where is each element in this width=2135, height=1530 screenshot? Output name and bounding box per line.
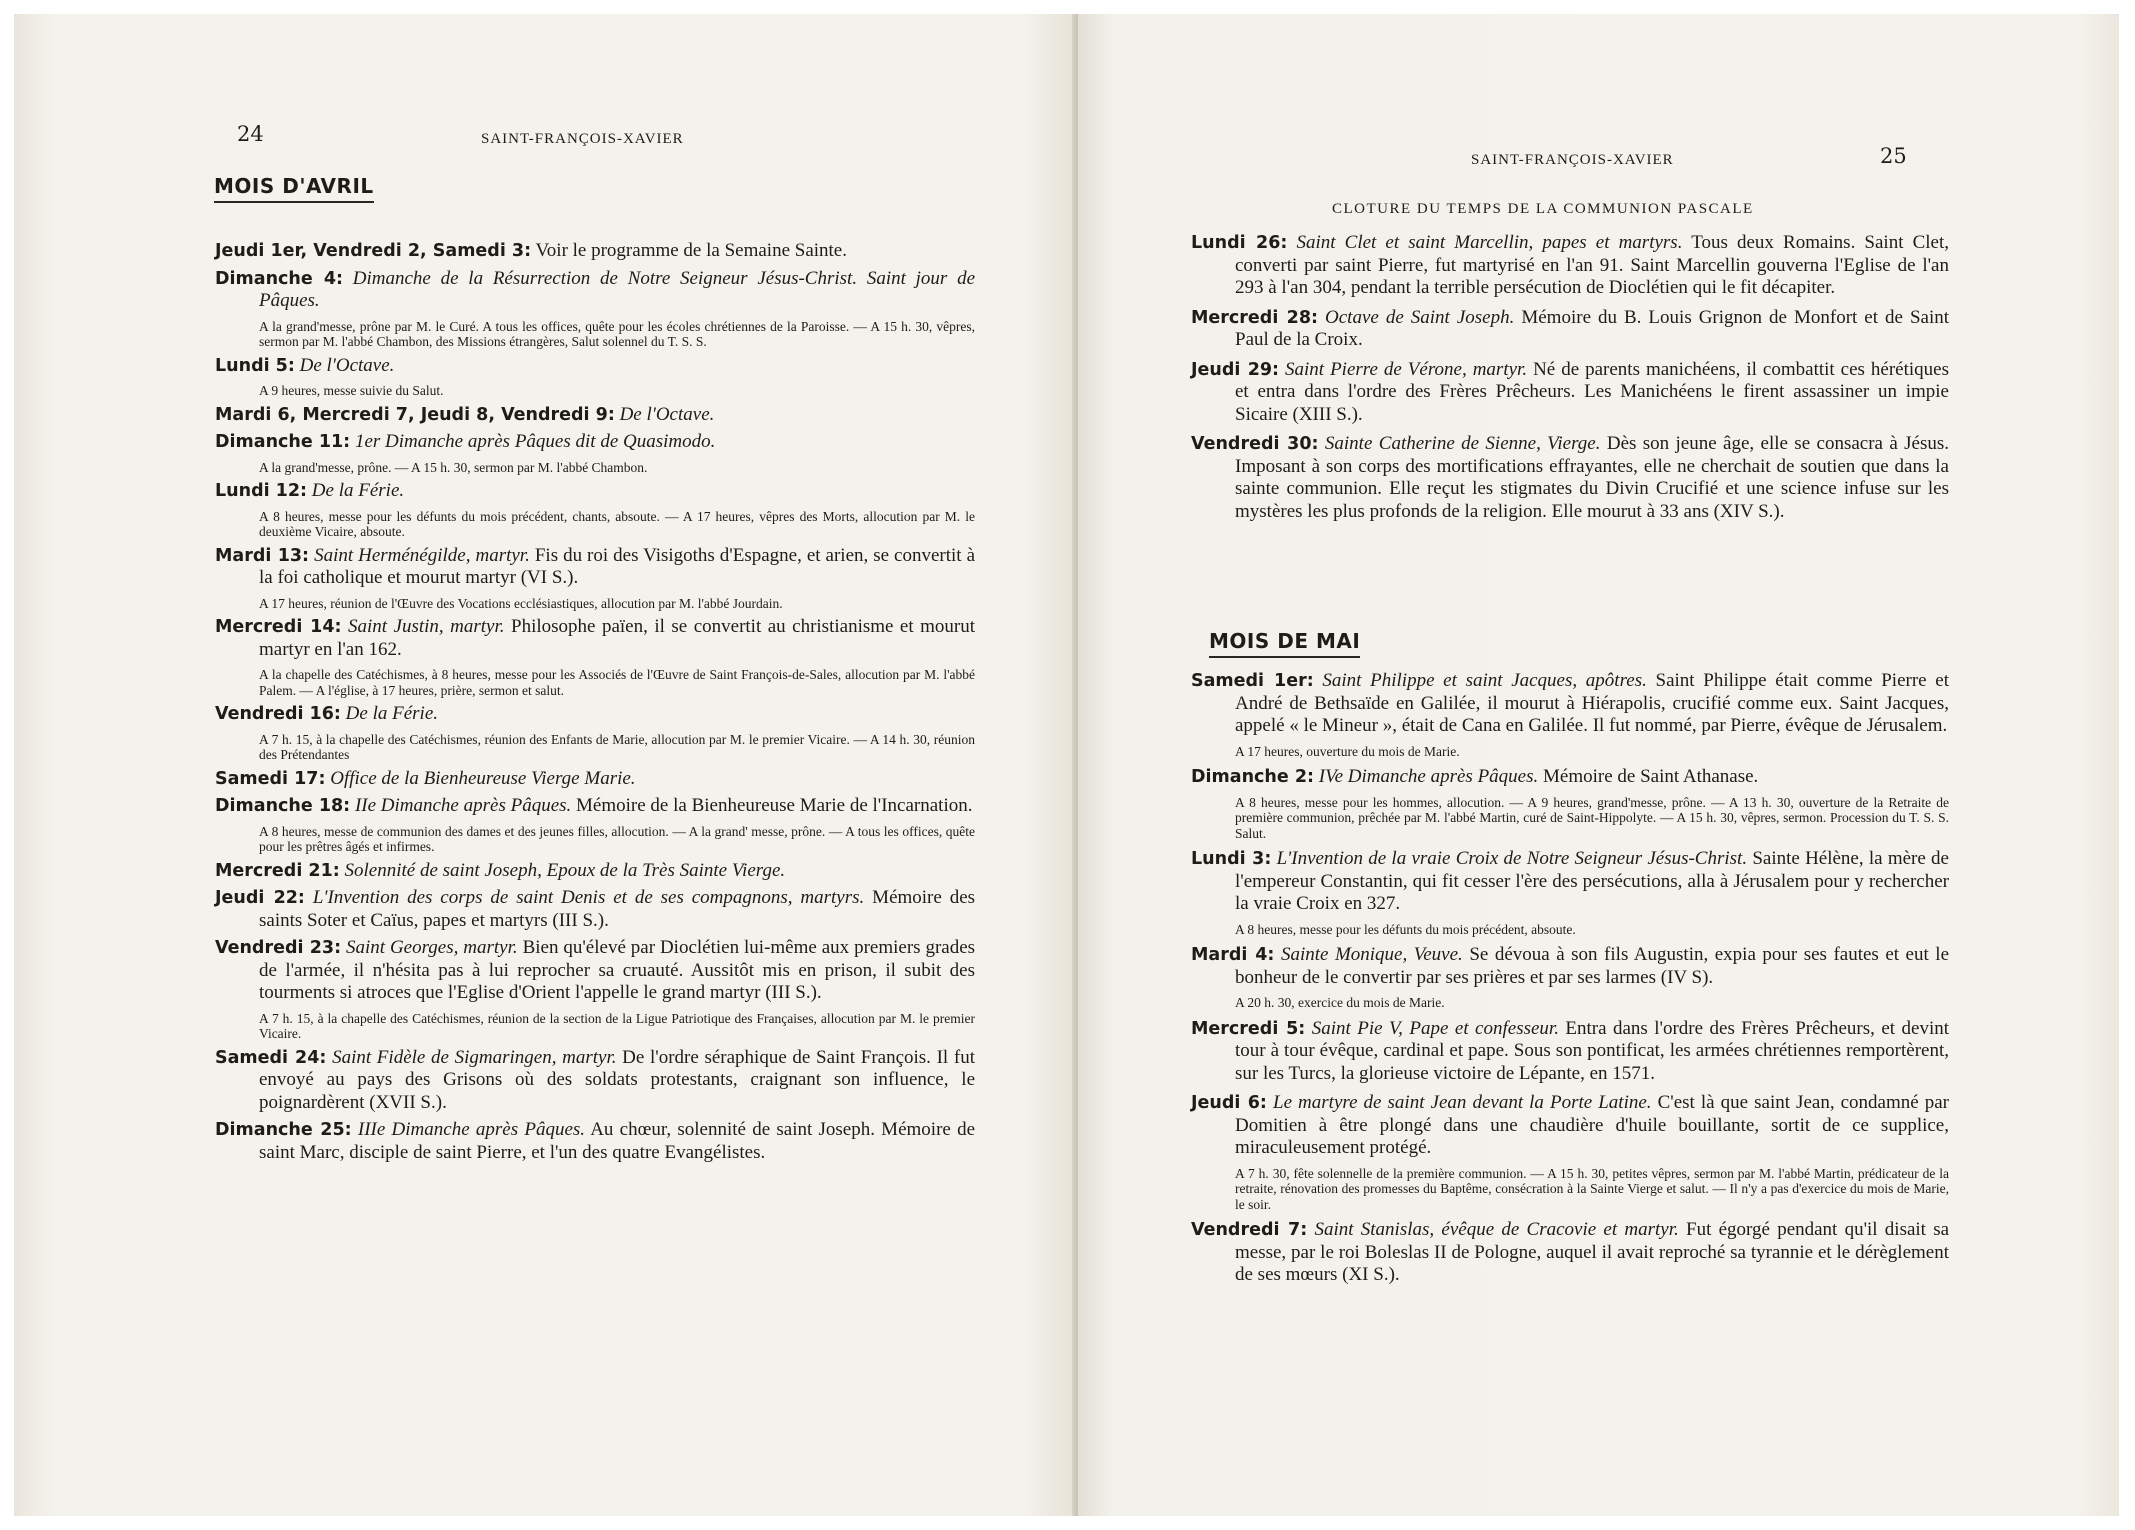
entry-day: Mardi 6, Mercredi 7, Jeudi 8, Vendredi 9: bbox=[215, 404, 615, 425]
entry-day: Jeudi 6: bbox=[1191, 1093, 1267, 1113]
entry-text: Mémoire de Saint Athanase. bbox=[1543, 766, 1759, 787]
entry-day: Mardi 4: bbox=[1191, 945, 1275, 965]
calendar-entry bbox=[215, 240, 975, 263]
entry-day: Mardi 13: bbox=[215, 545, 310, 566]
entry-day: Mercredi 28: bbox=[1191, 307, 1319, 328]
entry-note: A la chapelle des Catéchismes, à 8 heures, messe pour les Associés de l'Œuvre de Saint François-de-Sales, allocution par M. l'abbé Palem. — A l'église, à 17 heures, prière, sermon et salut. bbox=[259, 667, 975, 698]
entry-feast: De la Férie. bbox=[345, 703, 438, 724]
entry-day: Vendredi 30: bbox=[1191, 434, 1319, 454]
calendar-entry bbox=[215, 404, 975, 427]
entry-text: Philosophe païen, il se convertit au christianisme et mourut martyr en l'an 162. bbox=[259, 616, 976, 660]
page-number: 24 bbox=[237, 122, 264, 146]
running-head: SAINT-FRANÇOIS-XAVIER bbox=[481, 131, 684, 147]
entry-day: Samedi 24: bbox=[215, 1047, 327, 1068]
entry-note: A 8 heures, messe pour les défunts du mois précédent, chants, absoute. — A 17 heures, vêpres des Morts, allocution par M. le deuxième Vicaire, absoute. bbox=[259, 508, 975, 539]
entry-text: Se dévoua à son fils Augustin, expia pour ses fautes et eut le bonheur de le convertir par ses prières et par ses larmes (IV S). bbox=[1235, 944, 1949, 988]
entry-feast: IIIe Dimanche après Pâques. bbox=[357, 1119, 586, 1140]
entry-note: A 17 heures, ouverture du mois de Marie. bbox=[1235, 743, 1460, 759]
entry-text: Né de parents manichéens, il combattit ces hérétiques et entra dans l'ordre des Frères Prêcheurs. Les Manichéens le firent assassiner un impie Sicaire (XIII S.). bbox=[1235, 358, 1949, 425]
calendar-entry bbox=[1191, 359, 1949, 427]
entry-text: Entra dans l'ordre des Frères Prêcheurs, et devint tour à tour évêque, cardinal et pape. Sous son pontificat, les armées chrétiennes remportèrent, sur les Turcs, la glorieuse victoire de Lépante, en 1571. bbox=[1235, 1017, 1950, 1084]
entry-feast: Saint Stanislas, évêque de Cracovie et martyr. bbox=[1314, 1219, 1679, 1240]
calendar-entry bbox=[215, 480, 975, 540]
entry-feast: Saint Fidèle de Sigmaringen, martyr. bbox=[332, 1046, 617, 1068]
entry-note: A 20 h. 30, exercice du mois de Marie. bbox=[1235, 995, 1445, 1010]
calendar-entry bbox=[1191, 1018, 1949, 1086]
entry-text: Fis du roi des Visigoths d'Espagne, et arien, se convertit à la foi catholique et mourut martyr (VI S.). bbox=[259, 544, 976, 588]
entry-feast: Octave de Saint Joseph. bbox=[1325, 306, 1515, 328]
entry-note: A 7 h. 15, à la chapelle des Catéchismes, réunion de la section de la Ligue Patriotique des Françaises, allocution par M. le premier Vicaire. bbox=[259, 1010, 975, 1041]
running-head: SAINT-FRANÇOIS-XAVIER bbox=[1471, 152, 1674, 168]
entry-day: Samedi 1er: bbox=[1191, 671, 1314, 691]
calendar-entry bbox=[215, 768, 975, 791]
month-title: MOIS D'AVRIL bbox=[214, 174, 374, 203]
entry-feast: Saint Justin, martyr. bbox=[348, 616, 505, 637]
entry-day: Dimanche 11: bbox=[215, 432, 351, 452]
calendar-entry bbox=[215, 268, 975, 350]
entry-feast: Saint Georges, martyr. bbox=[346, 937, 518, 958]
calendar-entry bbox=[215, 545, 975, 612]
calendar-entry bbox=[215, 795, 975, 855]
right-entries-april bbox=[1191, 232, 1949, 523]
calendar-entry bbox=[215, 937, 975, 1042]
section-heading: CLOTURE DU TEMPS DE LA COMMUNION PASCALE bbox=[1332, 201, 1754, 217]
entry-feast: De la Férie. bbox=[311, 480, 405, 501]
entry-day: Lundi 5: bbox=[215, 355, 295, 376]
entry-text: Mémoire du B. Louis Grignon de Monfort et de Saint Paul de la Croix. bbox=[1235, 306, 1950, 350]
calendar-entry bbox=[215, 703, 975, 763]
entry-feast: L'Invention des corps de saint Denis et de ses compagnons, martyrs. bbox=[312, 887, 865, 908]
right-entries-may bbox=[1191, 670, 1949, 1287]
entry-feast: Sainte Monique, Veuve. bbox=[1280, 944, 1463, 965]
entry-day: Lundi 26: bbox=[1191, 233, 1288, 253]
entry-note: A 9 heures, messe suivie du Salut. bbox=[259, 383, 444, 398]
entry-note: A la grand'messe, prône. — A 15 h. 30, sermon par M. l'abbé Chambon. bbox=[259, 459, 648, 475]
entry-day: Vendredi 16: bbox=[215, 704, 341, 724]
calendar-entry bbox=[215, 1119, 975, 1164]
entry-note: A 8 heures, messe pour les défunts du mois précédent, absoute. bbox=[1235, 921, 1576, 937]
left-entries bbox=[215, 240, 975, 1164]
entry-text: Fut égorgé pendant qu'il disait sa messe, par le roi Boleslas II de Pologne, auquel il avait reproché sa tyrannie et le dérèglement de ses mœurs (XI S.). bbox=[1235, 1219, 1950, 1285]
calendar-entry bbox=[1191, 307, 1949, 352]
entry-day: Mercredi 14: bbox=[215, 617, 342, 637]
calendar-entry bbox=[1191, 848, 1949, 937]
entry-feast: 1er Dimanche après Pâques dit de Quasimodo. bbox=[354, 431, 716, 452]
calendar-entry bbox=[215, 431, 975, 475]
entry-note: A 7 h. 15, à la chapelle des Catéchismes, réunion des Enfants de Marie, allocution par M. le premier Vicaire. — A 14 h. 30, réunion des Prétendantes bbox=[259, 731, 975, 762]
entry-feast: Le martyre de saint Jean devant la Porte Latine. bbox=[1273, 1092, 1652, 1113]
right-page bbox=[1078, 14, 2119, 1516]
calendar-entry bbox=[215, 860, 975, 883]
entry-day: Lundi 3: bbox=[1191, 849, 1272, 869]
entry-feast: Office de la Bienheureuse Vierge Marie. bbox=[330, 767, 636, 789]
calendar-entry bbox=[215, 355, 975, 399]
page-number: 25 bbox=[1880, 144, 1907, 168]
entry-text: Mémoire de la Bienheureuse Marie de l'Incarnation. bbox=[576, 795, 973, 816]
entry-text: Bien qu'élevé par Dioclétien lui-même aux premiers grades de l'armée, il n'hésita pas à lui reprocher sa cruauté. Aussitôt mis en prison, il subit des tourments si atroces que l'Eglise d'Orient l'appelle le grand martyr (III S.). bbox=[259, 937, 976, 1003]
entry-feast: IVe Dimanche après Pâques. bbox=[1318, 766, 1539, 787]
entry-day: Vendredi 23: bbox=[215, 938, 342, 958]
entry-feast: Solennité de saint Joseph, Epoux de la Très Sainte Vierge. bbox=[344, 859, 786, 881]
entry-day: Dimanche 25: bbox=[215, 1120, 352, 1140]
calendar-entry bbox=[1191, 670, 1949, 759]
entry-feast: Saint Pierre de Vérone, martyr. bbox=[1285, 358, 1528, 380]
entry-text: Dès son jeune âge, elle se consacra à Jésus. Imposant à son corps des mortifications effrayantes, elle ne cherchait de soutien que dans la sainte communion. Elle reçut les stigmates du Divin Crucifié et une science infuse sur les mystères les plus profonds de la religion. Elle mourut à 33 ans (XIV S.). bbox=[1235, 433, 1949, 522]
entry-text: Sainte Hélène, la mère de l'empereur Constantin, qui fit cesser l'ère des persécutions, alla à Jérusalem pour y rechercher la vraie Croix en 327. bbox=[1235, 848, 1949, 914]
entry-note: A 8 heures, messe de communion des dames et des jeunes filles, allocution. — A la grand' messe, prône. — A tous les offices, quête pour les prêtres âgés et infirmes. bbox=[259, 823, 975, 854]
calendar-entry bbox=[1191, 944, 1949, 1011]
entry-day: Vendredi 7: bbox=[1191, 1220, 1308, 1240]
calendar-entry bbox=[1191, 433, 1949, 523]
entry-feast: Saint Pie V, Pape et confesseur. bbox=[1311, 1017, 1559, 1039]
calendar-entry bbox=[1191, 1219, 1949, 1287]
calendar-entry bbox=[1191, 766, 1949, 841]
month-title: MOIS DE MAI bbox=[1209, 629, 1360, 658]
entry-feast: Saint Clet et saint Marcellin, papes et martyrs. bbox=[1296, 232, 1683, 253]
booklet-spread bbox=[14, 14, 2119, 1516]
entry-text: De l'ordre séraphique de Saint François. Il fut envoyé au pays des Grisons où des soldats protestants, craignant son influence, le poignardèrent (XVII S.). bbox=[259, 1046, 975, 1113]
calendar-entry bbox=[1191, 232, 1949, 300]
entry-text: Voir le programme de la Semaine Sainte. bbox=[535, 240, 847, 261]
entry-text: Mémoire des saints Soter et Caïus, papes et martyrs (III S.). bbox=[259, 887, 976, 931]
entry-day: Dimanche 4: bbox=[215, 268, 343, 289]
calendar-entry bbox=[215, 1047, 975, 1115]
calendar-entry bbox=[1191, 1092, 1949, 1212]
entry-feast: De l'Octave. bbox=[619, 403, 715, 425]
entry-day: Dimanche 2: bbox=[1191, 767, 1314, 787]
entry-day: Samedi 17: bbox=[215, 768, 326, 789]
entry-feast: L'Invention de la vraie Croix de Notre Seigneur Jésus-Christ. bbox=[1276, 848, 1748, 869]
entry-day: Mercredi 5: bbox=[1191, 1018, 1306, 1039]
entry-note: A 8 heures, messe pour les hommes, allocution. — A 9 heures, grand'messe, prône. — A 13 h. 30, ouverture de la Retraite de première communion, prêchée par M. l'abbé Martin, curé de Saint-Hippolyte. — A 15 h. 30, vêpres, sermon. Procession du T. S. S. Salut. bbox=[1235, 794, 1949, 841]
entry-day: Dimanche 18: bbox=[215, 796, 351, 816]
entry-note: A la grand'messe, prône par M. le Curé. A tous les offices, quête pour les écoles chrétiennes de la Paroisse. — A 15 h. 30, vêpres, sermon par M. l'abbé Chambon, des Missions étrangères, Salut solennel du T. S. S. bbox=[259, 318, 975, 349]
left-page bbox=[14, 14, 1076, 1516]
entry-feast: Sainte Catherine de Sienne, Vierge. bbox=[1324, 433, 1601, 454]
entry-text: Au chœur, solennité de saint Joseph. Mémoire de saint Marc, disciple de saint Pierre, et l'un des quatre Evangélistes. bbox=[259, 1119, 975, 1163]
entry-note: A 17 heures, réunion de l'Œuvre des Vocations ecclésiastiques, allocution par M. l'abbé Jourdain. bbox=[259, 595, 783, 611]
entry-note: A 7 h. 30, fête solennelle de la première communion. — A 15 h. 30, petites vêpres, sermon par M. l'abbé Martin, prédicateur de la retraite, rénovation des promesses du Baptême, consécration à la Sainte Vierge et salut. — Il n'y a pas d'exercice du mois de Marie, le soir. bbox=[1235, 1165, 1949, 1212]
entry-feast: Saint Herménégilde, martyr. bbox=[314, 544, 530, 566]
calendar-entry bbox=[215, 887, 975, 932]
entry-feast: De l'Octave. bbox=[299, 354, 395, 376]
entry-day: Jeudi 22: bbox=[215, 888, 305, 908]
entry-feast: Saint Philippe et saint Jacques, apôtres. bbox=[1322, 670, 1647, 691]
entry-feast: IIe Dimanche après Pâques. bbox=[354, 795, 572, 816]
entry-day: Jeudi 29: bbox=[1191, 359, 1280, 380]
entry-day: Lundi 12: bbox=[215, 481, 308, 501]
entry-day: Jeudi 1er, Vendredi 2, Samedi 3: bbox=[215, 241, 532, 261]
entry-text: Tous deux Romains. Saint Clet, converti par saint Pierre, fut martyrisé en l'an 91. Saint Marcellin gouverna l'Eglise de l'an 293 à l'an 304, pendant la terrible persécution de Dioclétien qui le fit décapiter. bbox=[1235, 232, 1949, 298]
calendar-entry bbox=[215, 616, 975, 698]
entry-text: C'est là que saint Jean, condamné par Domitien à être plongé dans une chaudière d'huile bouillante, sortit de ce supplice, miraculeusement protégé. bbox=[1235, 1092, 1950, 1158]
entry-day: Mercredi 21: bbox=[215, 860, 340, 881]
entry-feast: Dimanche de la Résurrection de Notre Seigneur Jésus-Christ. Saint jour de Pâques. bbox=[259, 267, 976, 311]
entry-text: Saint Philippe était comme Pierre et André de Bethsaïde en Galilée, il mourut à Hiérapolis, crucifié comme eux. Saint Jacques, appelé « le Mineur », était de Cana en Galilée. Il fut nommé, par Pierre, évêque de Jérusalem. bbox=[1235, 670, 1949, 736]
